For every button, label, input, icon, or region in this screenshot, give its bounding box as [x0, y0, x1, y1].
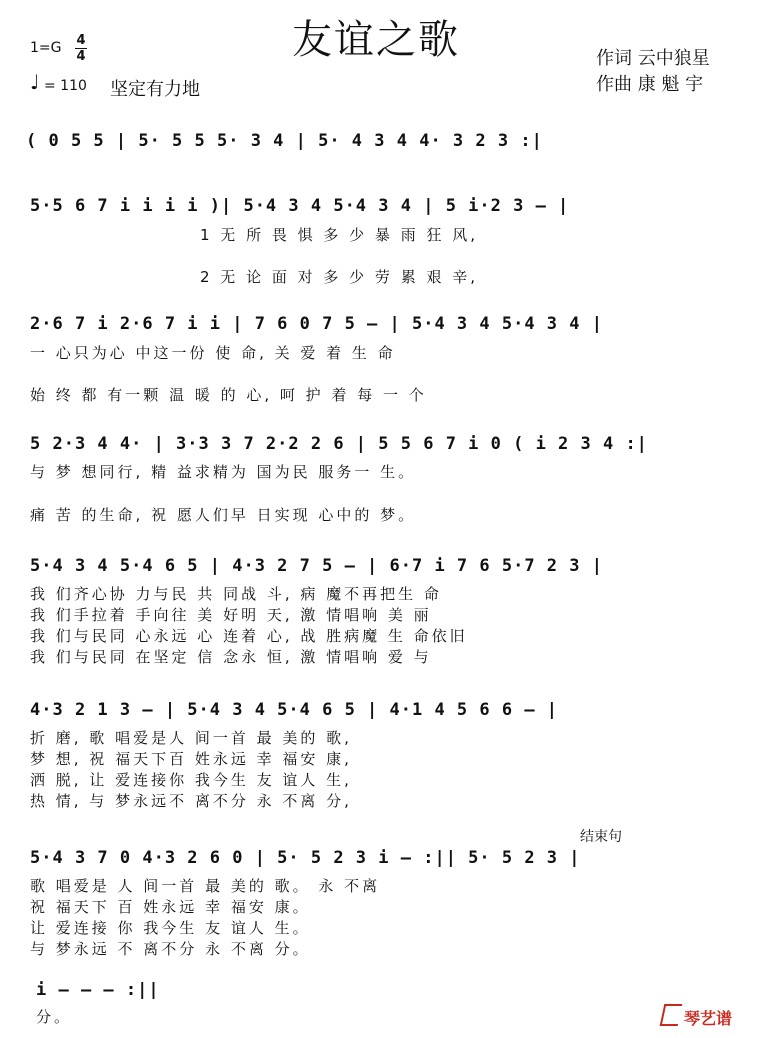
- lyric-row-5-verse-3: 我 们与民同 心永远 心 连着 心, 战 胜病魔 生 命依旧: [30, 627, 468, 645]
- score-row-8: i — — — :||: [36, 980, 160, 1000]
- lyric-row-7-verse-3: 让 爱连接 你 我今生 友 谊人 生。: [30, 919, 311, 937]
- score-row-7: 5·4 3 7 0 4·3 2 6 0 | 5· 5 2 3 i — :|| 5· 5 2 3 |: [30, 848, 581, 868]
- lyric-row-6-verse-2: 梦 想, 祝 福天下百 姓永远 幸 福安 康,: [30, 750, 352, 768]
- lyric-row-3-verse-2: 始 终 都 有一颗 温 暖 的 心, 呵 护 着 每 一 个: [30, 386, 427, 404]
- time-signature: [75, 34, 87, 63]
- score-row-2: 5·5 6 7 i i i i )| 5·4 3 4 5·4 3 4 | 5 i·2 3 — |: [30, 196, 570, 216]
- watermark-text: 琴艺谱: [684, 1009, 733, 1028]
- expression-marking: 坚定有力地: [110, 79, 200, 100]
- ending-label: 结束句: [580, 829, 622, 845]
- composer-credit: 作曲 康 魁 宇: [596, 74, 704, 95]
- tempo-marking: = 110: [44, 78, 87, 94]
- lyric-row-7-verse-4: 与 梦永远 不 离不分 永 不离 分。: [30, 940, 311, 958]
- lyric-row-3-verse-1: 一 心只为心 中这一份 使 命, 关 爱 着 生 命: [30, 344, 396, 362]
- lyric-row-7-verse-2: 祝 福天下 百 姓永远 幸 福安 康。: [30, 898, 311, 916]
- score-row-3: 2·6 7 i 2·6 7 i i | 7 6 0 7 5 — | 5·4 3 4 5·4 3 4 |: [30, 314, 603, 334]
- lyric-row-4-verse-1: 与 梦 想同行, 精 益求精为 国为民 服务一 生。: [30, 463, 417, 481]
- lyric-row-7-verse-1: 歌 唱爱是 人 间一首 最 美的 歌。 永 不离: [30, 877, 381, 895]
- lyric-row-2-verse-2: 2 无 论 面 对 多 少 劳 累 艰 辛,: [200, 268, 478, 286]
- song-title: 友谊之歌: [292, 17, 460, 63]
- lyric-row-5-verse-2: 我 们手拉着 手向往 美 好明 天, 激 情唱响 美 丽: [30, 606, 432, 624]
- quarter-note-icon: ♩: [30, 70, 40, 94]
- lyric-row-4-verse-2: 痛 苦 的生命, 祝 愿人们早 日实现 心中的 梦。: [30, 506, 417, 524]
- lyric-row-6-verse-1: 折 磨, 歌 唱爱是人 间一首 最 美的 歌,: [30, 729, 352, 747]
- lyric-row-6-verse-3: 洒 脱, 让 爱连接你 我今生 友 谊人 生,: [30, 771, 352, 789]
- lyric-row-5-verse-4: 我 们与民同 在坚定 信 念永 恒, 激 情唱响 爱 与: [30, 648, 432, 666]
- lyric-row-2-verse-1: 1 无 所 畏 惧 多 少 暴 雨 狂 风,: [200, 226, 478, 244]
- key-signature: 1=G: [30, 40, 62, 56]
- lyric-row-8: 分。: [36, 1008, 73, 1026]
- score-row-1: ( 0 5 5 | 5· 5 5 5· 3 4 | 5· 4 3 4 4· 3 2 3 :|: [26, 131, 543, 151]
- lyricist-credit: 作词 云中狼星: [596, 48, 710, 69]
- score-row-4: 5 2·3 4 4· | 3·3 3 7 2·2 2 6 | 5 5 6 7 i 0 ( i 2 3 4 :|: [30, 434, 648, 454]
- lyric-row-6-verse-4: 热 情, 与 梦永远不 离不分 永 不离 分,: [30, 792, 352, 810]
- time-numerator: 4: [76, 33, 86, 48]
- watermark-logo-icon: [660, 1004, 683, 1026]
- time-denominator: 4: [76, 49, 86, 64]
- score-row-6: 4·3 2 1 3 — | 5·4 3 4 5·4 6 5 | 4·1 4 5 6 6 — |: [30, 700, 559, 720]
- score-row-5: 5·4 3 4 5·4 6 5 | 4·3 2 7 5 — | 6·7 i 7 6 5·7 2 3 |: [30, 556, 603, 576]
- lyric-row-5-verse-1: 我 们齐心协 力与民 共 同战 斗, 病 魔不再把生 命: [30, 585, 442, 603]
